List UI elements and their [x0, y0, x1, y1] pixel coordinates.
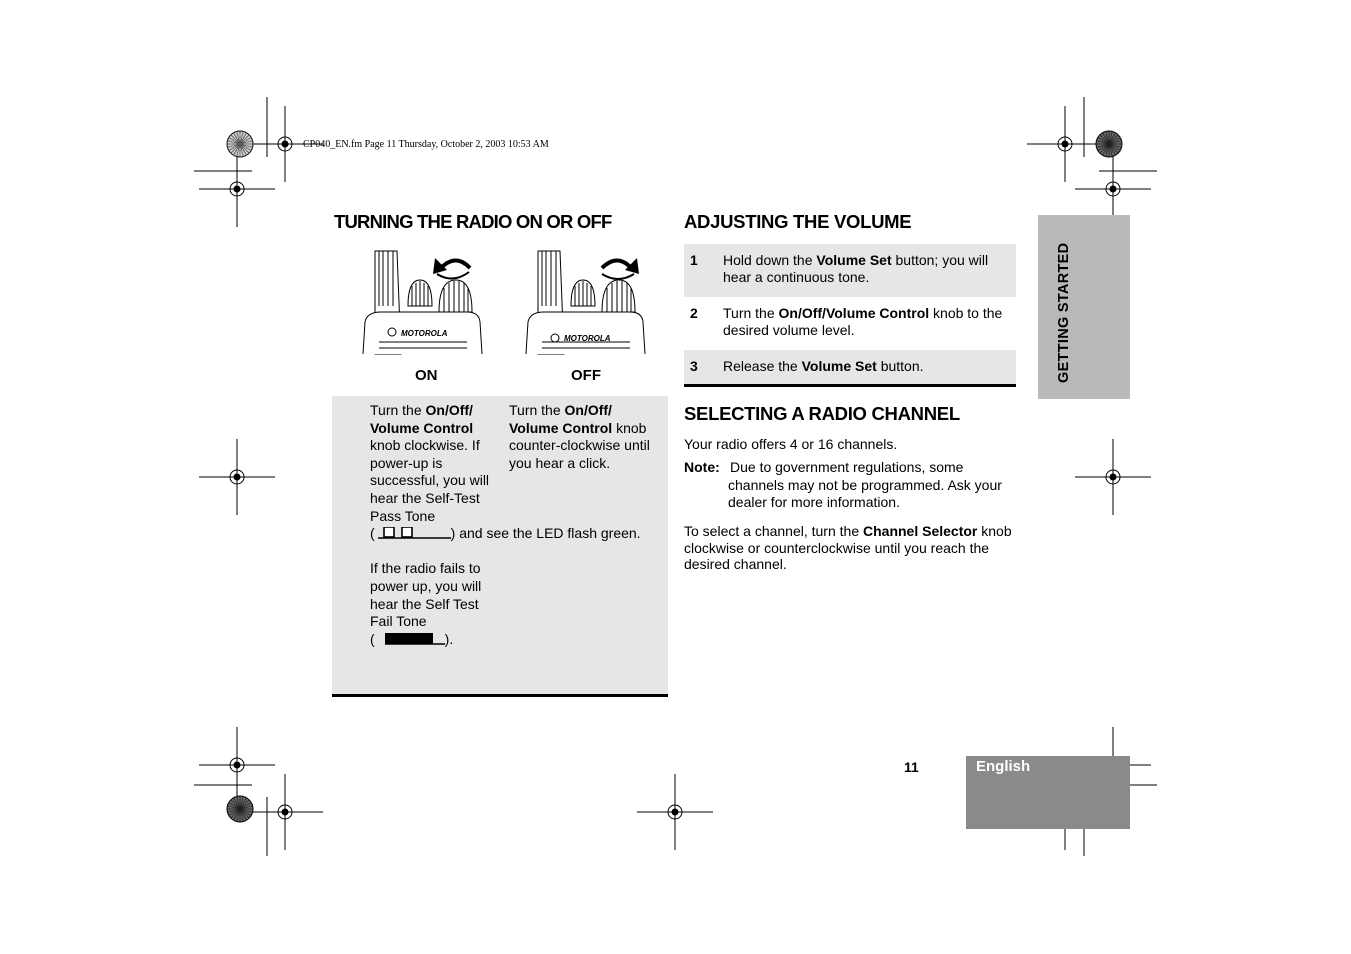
fail-tone-close: ).	[444, 630, 454, 647]
page-number: 11	[904, 759, 919, 775]
section-title-channel: SELECTING A RADIO CHANNEL	[684, 403, 960, 424]
step-number: 1	[690, 252, 698, 268]
fail-tone-open: (	[370, 630, 375, 647]
step-text-post: knob to the desired volume level.	[723, 305, 1003, 338]
registration-starburst	[1096, 131, 1122, 157]
channel-intro: Your radio offers 4 or 16 channels.	[684, 436, 898, 452]
step-number: 2	[690, 305, 698, 321]
step-text-bold: On/Off/Volume Control	[778, 305, 930, 321]
select-text-post: knob clockwise or counterclockwise until you reach the desired channel.	[684, 523, 1012, 572]
on-text-bold: On/Off/ Volume Control	[370, 402, 474, 436]
volume-step	[684, 297, 1016, 350]
select-text-bold: Channel Selector	[863, 523, 978, 539]
left-section-rule	[332, 694, 668, 697]
step-text-pre: Hold down the	[723, 252, 817, 268]
off-label: OFF	[571, 367, 601, 384]
radio-on-illustration	[355, 246, 495, 356]
note-label: Note:	[684, 459, 720, 475]
volume-section-rule	[684, 384, 1016, 387]
on-label: ON	[415, 367, 438, 384]
note-wrapper	[684, 459, 1014, 512]
step-text-pre: Turn the	[723, 305, 779, 321]
language-tab	[966, 756, 1130, 829]
volume-step	[684, 350, 1016, 384]
radio-brand-logo: MOTOROLA	[401, 329, 448, 338]
chapter-side-tab	[1038, 215, 1130, 399]
step-text-bold: Volume Set	[816, 252, 892, 268]
off-text-post: knob counter-clockwise until you hear a click.	[509, 419, 650, 471]
language-label: English	[976, 758, 1031, 775]
chapter-tab-label: GETTING STARTED	[1056, 242, 1072, 383]
on-text-pre: Turn the	[370, 402, 426, 418]
pass-tone-open: (	[370, 525, 375, 542]
step-text-post: button.	[876, 358, 924, 374]
section-title-on-off: TURNING THE RADIO ON OR OFF	[334, 211, 612, 232]
off-instructions	[509, 402, 659, 472]
registration-starburst	[227, 796, 253, 822]
note-text: Due to government regulations, some channels may not be programmed. Ask your dealer for more information.	[728, 459, 1002, 510]
off-text-bold: On/Off/ Volume Control	[509, 402, 613, 436]
off-text-pre: Turn the	[509, 402, 565, 418]
step-text-bold: Volume Set	[801, 358, 877, 374]
print-header-line: CP040_EN.fm Page 11 Thursday, October 2, 2003 10:53 AM	[303, 139, 549, 150]
pass-tone-close: ) and see the LED flash green.	[450, 525, 641, 542]
channel-select-instructions	[684, 523, 1016, 573]
step-text-post: button; you will hear a continuous tone.	[723, 252, 989, 285]
select-text-pre: To select a channel, turn the	[684, 523, 863, 539]
on-text-post: knob clockwise. If power-up is successful, you will hear the Self-Test Pass Tone	[370, 437, 490, 524]
registration-starburst	[227, 131, 253, 157]
volume-step	[684, 244, 1016, 297]
section-title-volume: ADJUSTING THE VOLUME	[684, 211, 912, 232]
pass-tone-icon	[375, 527, 451, 539]
step-number: 3	[690, 358, 698, 374]
step-text-pre: Release the	[723, 358, 802, 374]
fail-tone-icon	[375, 633, 445, 645]
fail-tone-text: If the radio fails to power up, you will hear the Self Test Fail Tone	[370, 560, 482, 630]
radio-off-illustration	[518, 246, 658, 356]
radio-brand-logo: MOTOROLA	[564, 334, 611, 343]
